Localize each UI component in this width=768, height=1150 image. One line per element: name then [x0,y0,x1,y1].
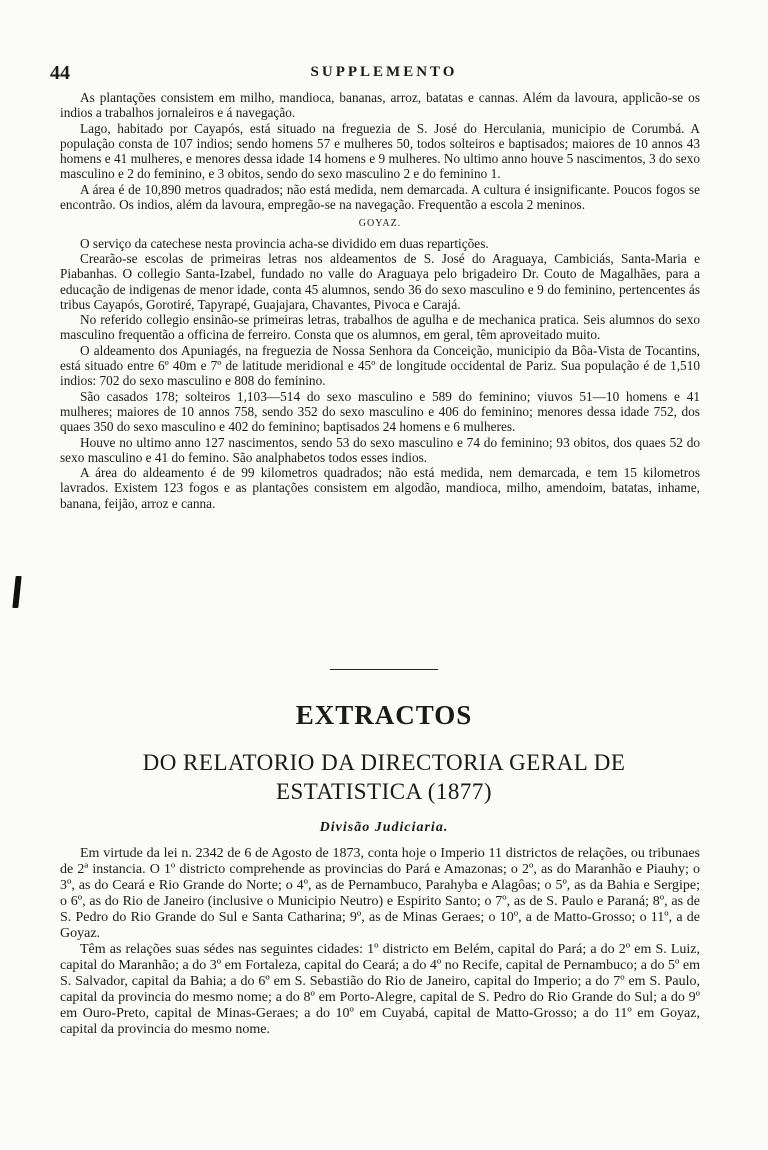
paragraph: A área do aldeamento é de 99 kilometros quadrados; não está medida, nem demarcada, e tem 15 kilometros lavrados. Existem 123 fogos e as plantações consistem em algodão, mandioca, milho, amendoim, batatas, inhame, banana, feijão, arroz e canna. [60,465,700,511]
paragraph: O aldeamento dos Apuniagés, na freguezia de Nossa Senhora da Conceição, municipio da Bôa-Vista de Tocantins, está situado entre 6º 40m e 7º de latitude meridional e 45º de longitude occidental de Pariz. Sua população é de 1,510 indios: 702 do sexo masculino e 808 do feminino. [60,342,700,389]
paragraph: Têm as relações suas sédes nas seguintes cidades: 1º districto em Belém, capital do Pará; a do 2º em S. Luiz, capital do Maranhão; a do 3º em Fortaleza, capital do Ceará; a do 4º no Recife, capital de Pernambuco; a do 5º em S. Salvador, capital da Bahia; a do 6º em S. Sebastião do Rio de Janeiro, capital do Imperio; a do 7º em S. Paulo, capital da provincia do mesmo nome; a do 8º em Porto-Alegre, capital de S. Pedro do Rio Grande do Sul; a do 9º em Ouro-Preto, capital de Minas-Geraes; a do 10º em Cuyabá, capital de Matto-Grosso; a do 11º em Goyaz, capital da provincia do mesmo nome. [60,942,700,1037]
division-heading: Divisão Judiciaria. [319,820,449,835]
paragraph: As plantações consistem em milho, mandioca, bananas, arroz, batatas e cannas. Além da lavoura, applicão-se os indios a trabalhos jornaleiros e á navegação. [60,90,700,121]
paragraph: Lago, habitado por Cayapós, está situado na freguezia de S. José do Herculania, municipio de Corumbá. A população consta de 107 indios; sendo homens 57 e mulheres 50, todos solteiros e baptisados; maiores de 10 annos 43 homens e 41 mulheres, e menores dessa idade 14 homens e 9 mulheres. No ultimo anno houve 5 nascimentos, 3 do sexo masculino e 2 do feminino, e 3 obitos, sendo do sexo masculino 2 e do feminino 1. [60,120,700,182]
page-number: 44 [50,62,70,84]
paragraph: A área é de 10,890 metros quadrados; não está medida, nem demarcada. A cultura é insignificante. Poucos fogos se encontrão. Os indios, além da lavoura, empregão-se na navegação. Frequentão a escola 2 meninos. [60,181,700,213]
page-header [50,62,718,84]
running-title: SUPPLEMENTO [310,64,458,80]
bottom-text-block [60,846,700,1038]
paragraph: Houve no ultimo anno 127 nascimentos, sendo 53 do sexo masculino e 74 do feminino; 93 obitos, dos quaes 52 do sexo masculino e 41 do femino. São analphabetos todos esses indios. [60,434,700,465]
paragraph: Em virtude da lei n. 2342 de 6 de Agosto de 1873, conta hoje o Imperio 11 districtos de relações, ou tribunaes de 2ª instancia. O 1º districto comprehende as provincias do Pará e Amazonas; o 2º, as do Maranhão e Piauhy; o 3º, as do Ceará e Rio Grande do Norte; o 4º, as de Pernambuco, Parahyba e Alagôas; o 5º, as da Bahia e Sergipe; o 6º, as do Rio de Janeiro (inclusive o Municipio Neutro) e Espirito Santo; o 7º, as de S. Paulo e Paraná; 8º, as de S. Pedro do Rio Grande do Sul e Santa Catharina; 9º, as de Minas Geraes; o 10º, a de Matto-Grosso; o 11º, a de Goyaz. [60,846,700,941]
paragraph: O serviço da catechese nesta provincia acha-se dividido em duas repartições. [80,235,489,251]
paragraph: No referido collegio ensinão-se primeiras letras, trabalhos de agulha e de mechanica pratica. Seis alumnos do sexo masculino frequentão a officina de ferreiro. Consta que os alumnos, em geral, têm aproveitado muito. [60,312,700,343]
top-text-block [60,90,700,511]
ink-mark [12,576,21,608]
section-heading-goyaz: GOYAZ. [358,218,402,230]
paragraph: São casados 178; solteiros 1,103—514 do sexo masculino e 589 do feminino; viuvos 51—10 homens e 41 mulheres; maiores de 10 annos 758, sendo 352 do sexo masculino e 406 do feminino; menores dessa idade 752, dos quaes 350 do sexo masculino e 402 do feminino; baptisados 24 homens e 6 mulheres. [60,388,700,435]
extractos-title: EXTRACTOS [295,700,473,730]
extractos-subtitle: DO RELATORIO DA DIRECTORIA GERAL DE ESTATISTICA (1877) [142,750,626,804]
section-divider [330,669,438,670]
paragraph: Crearão-se escolas de primeiras letras nos aldeamentos de S. José do Araguaya, Cambiciás, Santa-Maria e Piabanhas. O collegio Santa-Izabel, fundado no valle do Araguaya pelo brigadeiro Dr. Couto de Magalhães, para a educação de indigenas de menor idade, conta 45 alumnos, sendo 36 do sexo masculino e 9 do feminino, pertencentes ás tribus Cayapós, Gorotiré, Tapyrapé, Guajajara, Chavantes, Pivoca e Carajá. [60,250,700,312]
